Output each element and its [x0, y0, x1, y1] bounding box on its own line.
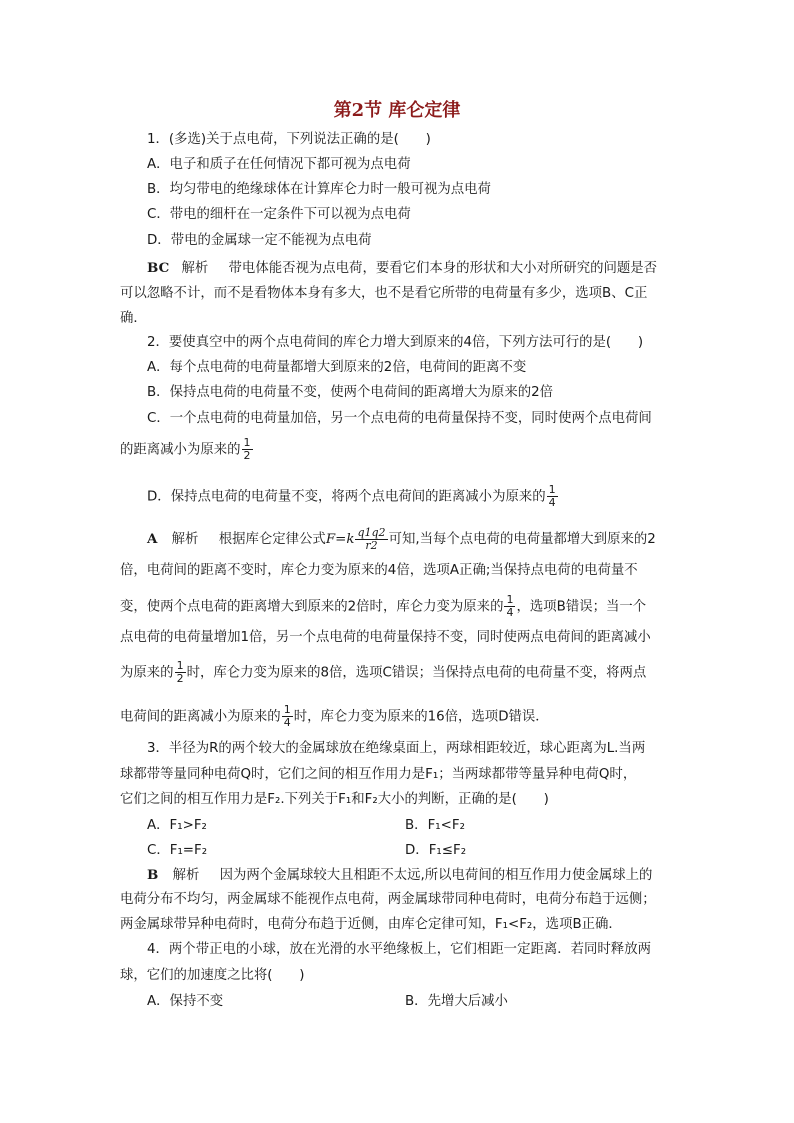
q4-option-b: B．先增大后减小 — [405, 994, 508, 1009]
q2-option-b: B．保持点电荷的电荷量不变，使两个电荷间的距离增大为原来的2倍 — [147, 385, 554, 400]
q2-explanation-line6 — [120, 704, 549, 729]
q2-explanation-text6b: 时，库仑力变为原来的16倍，选项D错误． — [293, 709, 549, 725]
q1-explanation-text1: 带电体能否视为点电荷，要看它们本身的形状和大小对所研究的问题是否 — [228, 261, 658, 276]
q1-explanation-label: 解析 — [181, 261, 209, 276]
q2-explanation-text3b: ，选项B错误；当一个 — [516, 599, 647, 615]
q2-stem: 2．要使真空中的两个点电荷间的库仑力增大到原来的4倍，下列方法可行的是( ) — [147, 335, 644, 350]
q2-explanation-line2: 倍，电荷间的距离不变时，库仑力变为原来的4倍，选项A正确;当保持点电荷的电荷量不 — [120, 563, 638, 578]
q2-explanation-line5 — [120, 660, 646, 685]
q3-explanation-line3: 两金属球带异种电荷时，电荷分布趋于近侧，由库仑定律可知，F₁<F₂，选项B正确． — [120, 917, 622, 932]
q2-explanation-text3a: 变，使两个点电荷的距离增大到原来的2倍时，库仑力变为原来的 — [120, 599, 504, 615]
q3-answer: B — [147, 867, 159, 883]
q2-option-a: A．每个点电荷的电荷量都增大到原来的2倍，电荷间的距离不变 — [147, 360, 527, 375]
q2-explanation-line4: 点电荷的电荷量增加1倍，另一个点电荷的电荷量保持不变，同时使两点电荷间的距离减小 — [120, 630, 651, 645]
q1-explanation-line2: 可以忽略不计，而不是看物体本身有多大，也不是看它所带的电荷量有多少，选项B、C正 — [120, 286, 648, 301]
q1-answer: BC — [147, 260, 170, 276]
q2-explanation-text5a: 为原来的 — [120, 665, 174, 681]
q3-explanation-line1 — [147, 866, 652, 885]
q3-stem-line2: 球都带等量同种电荷Q时，它们之间的相互作用力是F₁；当两球都带等量异种电荷Q时， — [120, 767, 637, 782]
q4-option-a: A．保持不变 — [147, 994, 224, 1009]
formula-fraction: $\frac{q1q2}{r2}$ — [357, 526, 386, 552]
q2-answer: A — [147, 531, 158, 547]
q3-option-a: A．F₁>F₂ — [147, 818, 207, 833]
q2-option-d-text: D．保持点电荷的电荷量不变，将两个点电荷间的距离减小为原来的 — [147, 489, 546, 505]
q1-option-b: B．均匀带电的绝缘球体在计算库仑力时一般可视为点电荷 — [147, 182, 491, 197]
q2-explanation-text1b: 可知,当每个点电荷的电荷量都增大到原来的2 — [388, 532, 656, 547]
q1-option-a: A．电子和质子在任何情况下都可视为点电荷 — [147, 157, 411, 172]
q3-explanation-line2: 电荷分布不均匀，两金属球不能视作点电荷，两金属球带同种电荷时，电荷分布趋于远侧； — [120, 892, 656, 907]
q3-stem-line1: 3．半径为R的两个较大的金属球放在绝缘桌面上，两球相距较近，球心距离为L.当两 — [147, 741, 646, 756]
q4-stem-line1: 4．两个带正电的小球，放在光滑的水平绝缘板上，它们相距一定距离．若同时释放两 — [147, 942, 651, 957]
fraction-one-half: $\frac{1}{2}$ — [243, 436, 251, 462]
q3-explanation-text1: 因为两个金属球较大且相距不太远,所以电荷间的相互作用力使金属球上的 — [219, 868, 653, 883]
q2-explanation-line3 — [120, 594, 646, 619]
q2-explanation-text5b: 时，库仑力变为原来的8倍，选项C错误；当保持点电荷的电荷量不变，将两点 — [186, 665, 647, 681]
coulomb-formula: F=k $\frac{q1q2}{r2}$ — [325, 526, 386, 552]
section-title: 第2节 库仑定律 — [333, 100, 461, 121]
fraction-one-quarter-3: $\frac{1}{4}$ — [283, 703, 291, 729]
q4-stem-line2: 球，它们的加速度之比将( ) — [120, 968, 305, 983]
fraction-one-quarter: $\frac{1}{4}$ — [548, 483, 556, 509]
q2-explanation-label: 解析 — [171, 532, 199, 547]
q3-explanation-label: 解析 — [172, 868, 200, 883]
q1-option-d: D．带电的金属球一定不能视为点电荷 — [147, 233, 372, 248]
q1-stem: 1．(多选)关于点电荷，下列说法正确的是( ) — [147, 132, 431, 147]
q2-explanation-line1 — [147, 527, 656, 552]
fraction-one-quarter-2: $\frac{1}{4}$ — [506, 593, 514, 619]
q1-explanation-line1 — [147, 259, 657, 278]
q3-stem-line3: 它们之间的相互作用力是F₂.下列关于F₁和F₂大小的判断，正确的是( ) — [120, 792, 549, 807]
q2-option-c-line1: C．一个点电荷的电荷量加倍，另一个点电荷的电荷量保持不变，同时使两个点电荷间 — [147, 411, 652, 426]
q3-option-d: D．F₁≤F₂ — [405, 843, 467, 858]
q3-option-b: B．F₁<F₂ — [405, 818, 465, 833]
q1-option-c: C．带电的细杆在一定条件下可以视为点电荷 — [147, 207, 411, 222]
q3-option-c: C．F₁=F₂ — [147, 843, 208, 858]
fraction-one-half-2: $\frac{1}{2}$ — [176, 659, 184, 685]
q2-option-d — [147, 484, 559, 509]
q2-option-c-text: 的距离减小为原来的 — [120, 442, 241, 458]
q1-explanation-line3: 确． — [120, 311, 147, 326]
q2-option-c-line2 — [120, 437, 254, 462]
q2-explanation-text6a: 电荷间的距离减小为原来的 — [120, 709, 281, 725]
q2-explanation-text1a: 根据库仑定律公式 — [218, 532, 326, 547]
